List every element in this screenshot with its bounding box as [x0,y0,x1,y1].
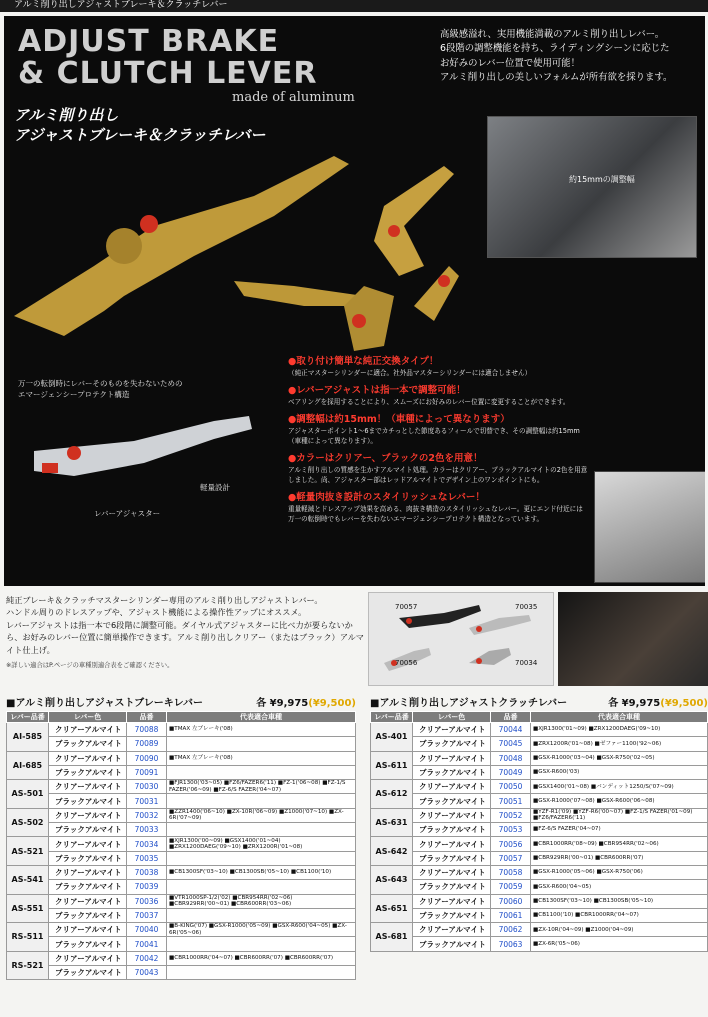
col-header: 品番 [491,712,531,723]
table-row [7,937,356,951]
table-row [7,794,356,808]
feature-heading: ●調整幅は約15mm！（車種によって異なります） [288,414,510,425]
fitment-cell: ■B-KING('07) ■GSX-R1000('05~09) ■GSX-R600('04~05) ■ZX-6R('05~06) [167,923,356,937]
intro-line: 純正ブレーキ＆クラッチマスターシリンダー専用のアルミ削り出しアジャストレバー。 [6,595,323,605]
table-row [7,808,356,822]
fitment-cell: ■ZX-6R('05~06) [531,937,708,951]
table-row [7,865,356,879]
part-number-cell: 70038 [127,865,167,879]
table-row [371,894,708,908]
lever-color-cell: クリアーアルマイト [413,751,491,765]
fitment-cell [167,851,356,865]
table-row [371,851,708,865]
fitment-cell [167,765,356,779]
clutch-title-text: ■アルミ削り出しアジャストクラッチレバー [370,698,568,709]
lever-model-cell: AS-502 [7,808,49,837]
col-header: 代表適合車種 [531,712,708,723]
part-number-cell: 70036 [127,894,167,908]
feature-heading: ●取り付け簡単な純正交換タイプ！ [288,356,439,367]
lever-color-cell: ブラックアルマイト [413,880,491,894]
lever-color-cell: ブラックアルマイト [49,823,127,837]
lever-model-cell: AS-651 [371,894,413,923]
table-row [371,794,708,808]
lever-color-cell: クリアーアルマイト [49,923,127,937]
part-number-cell: 70050 [491,780,531,794]
lever-color-cell: ブラックアルマイト [49,794,127,808]
fitment-cell: ■TMAX 左ブレーキ('08) [167,751,356,765]
table-row [7,823,356,837]
lever-color-cell: クリアーアルマイト [49,808,127,822]
part-number-cell: 70045 [491,737,531,751]
lever-model-cell: AS-642 [371,837,413,866]
gold-levers-image [4,146,484,356]
intro-line: ハンドル周りのドレスアップや、アジャスト機能による操作性アップにオススメ。 [6,607,307,618]
top-bar: アルミ削り出しアジャストブレーキ＆クラッチレバー [0,0,708,12]
description-line: お好みのレバー位置で使用可能！ [440,57,580,69]
table-row [7,737,356,751]
fitment-cell [167,908,356,922]
lever-model-cell: AI-685 [7,751,49,780]
part-number-cell: 70032 [127,808,167,822]
fitment-cell: ■GSX-R600('03) [531,765,708,779]
brake-lever-table [6,711,356,980]
fitment-cell: ■YZF-R1('09) ■YZF-R6('00~07) ■FZ-1/S FAZER('01~09) ■FZ6/FAZER6('11) [531,808,708,822]
brake-price [256,697,356,711]
feature-item [288,414,696,446]
table-row [7,951,356,965]
table-row [7,851,356,865]
fitment-cell: ■ZRX1200R('01~08) ■ゼファー1100('92~06) [531,737,708,751]
table-row [7,894,356,908]
fitment-cell: ■CBR1000RR('04~07) ■CBR600RR('07) ■CBR600RR('07) [167,951,356,965]
table-row [371,780,708,794]
lever-model-cell: AS-643 [371,865,413,894]
clutch-lever-table [370,711,708,952]
fitment-cell: ■CB1100('10) ■CBR1000RR('04~07) [531,908,708,922]
part-number-cell: 70044 [491,723,531,737]
hero-description [440,28,702,86]
table-row [7,837,356,851]
part-number-cell: 70056 [491,837,531,851]
part-number-cell: 70091 [127,765,167,779]
part-number-cell: 70088 [127,723,167,737]
clutch-table-title [370,697,708,711]
brake-table-title [6,697,356,711]
table-row [371,837,708,851]
hero-subtitle: made of aluminum [232,90,355,105]
lever-model-cell: AI-585 [7,723,49,752]
fitment-note: ※詳しい適合はP.ページの車種別適合表をご確認ください。 [6,662,174,669]
mounted-lever-photo [558,592,708,686]
description-line: 高級感溢れ、実用機能満載のアルミ削り出しレバー。 [440,29,665,40]
lever-color-cell: クリアーアルマイト [413,723,491,737]
lever-color-cell: クリアーアルマイト [413,894,491,908]
fitment-cell: ■FJR1300('03~05) ■FZ6/FAZER6('11) ■FZ-1('06~08) ■FZ-1/S FAZER('06~09) ■FZ-6/S FAZER('04~07) [167,780,356,794]
part-number-cell: 70048 [491,751,531,765]
lightweight-callout: 軽量設計 [200,483,230,492]
feature-body: （純正マスターシリンダーに適合。社外品マスターシリンダーには適合しません） [288,369,532,377]
table-row [7,765,356,779]
lever-model-cell: AS-612 [371,780,413,809]
fitment-cell: ■GSX1400('01~08) ■バンディット1250/S('07~09) [531,780,708,794]
description-line: アルミ削り出しの美しいフォルムが所有欲を採ります。 [440,72,673,84]
lever-color-cell: クリアーアルマイト [49,751,127,765]
fitment-cell: ■TMAX 左ブレーキ('08) [167,723,356,737]
part-number-cell: 70035 [127,851,167,865]
lever-color-cell: ブラックアルマイト [49,880,127,894]
feature-heading: ●レバーアジャストは指一本で調整可能！ [288,385,466,396]
lever-color-cell: クリアーアルマイト [49,951,127,965]
part-number-cell: 70052 [491,808,531,822]
table-row [371,937,708,951]
lever-model-cell: RS-511 [7,923,49,952]
lever-color-cell: クリアーアルマイト [413,865,491,879]
hero-jp-title-line1: アルミ削り出し [14,106,119,124]
table-row [371,751,708,765]
col-header: レバー品番 [7,712,49,723]
lever-color-cell: ブラックアルマイト [49,765,127,779]
table-row [7,751,356,765]
lever-color-cell: クリアーアルマイト [49,780,127,794]
table-row [7,923,356,937]
fitment-cell [167,737,356,751]
lever-model-cell: AS-551 [7,894,49,923]
lever-color-cell: ブラックアルマイト [49,737,127,751]
hero-title-line1: ADJUST BRAKE [18,24,280,59]
brake-title-text: ■アルミ削り出しアジャストブレーキレバー [6,698,203,709]
lever-model-cell: AS-681 [371,923,413,952]
lever-color-cell: ブラックアルマイト [413,908,491,922]
part-number-cell: 70040 [127,923,167,937]
sample-label: 70057 [395,603,418,611]
fitment-cell [167,794,356,808]
lever-color-cell: ブラックアルマイト [49,851,127,865]
adjustment-photo-label: 約15mmの調整幅 [569,175,635,184]
clutch-price [608,697,708,711]
table-row [371,723,708,737]
sample-label: 70035 [515,603,538,611]
part-number-cell: 70061 [491,908,531,922]
feature-body: 重量軽減とドレスアップ効果を高める、肉抜き構造のスタイリッシュなレバー。更にエンド付近には万一の転倒時でもレバーを失わないエマージェンシープロテクト構造となっています。 [288,505,583,523]
table-row [7,966,356,980]
lever-model-cell: AS-501 [7,780,49,809]
fitment-cell [167,966,356,980]
fitment-cell: ■GSX-R1000('07~08) ■GSX-R600('06~08) [531,794,708,808]
fitment-cell: ■CB1300SF('03~10) ■CB1300SB('05~10) [531,894,708,908]
lever-color-cell: クリアーアルマイト [49,865,127,879]
price-label: 各 ¥9,975 [256,698,309,709]
hero-title-line2: & CLUTCH LEVER [18,56,318,91]
table-row [7,780,356,794]
feature-body: アルミ削り出しの質感を生かすアルマイト処理。カラーはクリアー、ブラックアルマイトの2色を用意しました。尚、アジャスター部はレッドアルマイトでデザイン上のワンポイントにも。 [288,466,588,484]
lever-model-cell: AS-401 [371,723,413,752]
feature-body: アジャスターポイント1～6までカチっとした節度あるフィールで切替でき、その調整幅は約15mm（車種によって異なります）。 [288,427,580,445]
part-number-cell: 70059 [491,880,531,894]
sample-label: 70034 [515,659,538,667]
fitment-cell: ■XJR1300('01~09) ■ZRX1200DAEG('09~10) [531,723,708,737]
lever-color-cell: クリアーアルマイト [49,723,127,737]
fitment-cell: ■VTR1000SP-1/2('02) ■CBR954RR('02~06) ■CBR929RR('00~01) ■CBR600RR('03~06) [167,894,356,908]
col-header: レバー色 [413,712,491,723]
table-row [7,880,356,894]
feature-item [288,385,696,407]
table-row [371,737,708,751]
part-number-cell: 70090 [127,751,167,765]
col-header: レバー色 [49,712,127,723]
col-header: 品番 [127,712,167,723]
part-number-cell: 70033 [127,823,167,837]
lever-color-cell: ブラックアルマイト [413,851,491,865]
price-label: 各 ¥9,975 [608,698,661,709]
clutch-lever-table-section [370,697,708,952]
col-header: レバー品番 [371,712,413,723]
fitment-cell: ■GSX-R600('04~05) [531,880,708,894]
part-number-cell: 70049 [491,765,531,779]
fitment-cell: ■CBR929RR('00~01) ■CBR600RR('07) [531,851,708,865]
feature-body: ベアリングを採用することにより、スムーズにお好みのレバー位置に変更することができます。 [288,398,570,406]
fitment-cell: ■GSX-R1000('05~06) ■GSX-R750('06) [531,865,708,879]
fitment-cell: ■FZ-6/S FAZER('04~07) [531,823,708,837]
lever-color-cell: ブラックアルマイト [49,937,127,951]
part-number-cell: 70060 [491,894,531,908]
price-tax: (¥9,500) [660,698,708,709]
col-header: 代表適合車種 [167,712,356,723]
fitment-cell [167,823,356,837]
fitment-cell: ■CBR1000RR('08~09) ■CBR954RR('02~06) [531,837,708,851]
lever-model-cell: RS-521 [7,951,49,980]
fitment-cell: ■ZZR1400('06~10) ■ZX-10R('06~09) ■Z1000('07~10) ■ZX-6R('07~09) [167,808,356,822]
lever-color-cell: クリアーアルマイト [413,780,491,794]
price-tax: (¥9,500) [308,698,356,709]
part-number-cell: 70043 [127,966,167,980]
fitment-cell: ■ZX-10R('04~09) ■Z1000('04~09) [531,923,708,937]
lever-model-cell: AS-541 [7,865,49,894]
part-number-cell: 70053 [491,823,531,837]
part-number-cell: 70039 [127,880,167,894]
callout-line: エマージェンシープロテクト構造 [18,390,130,399]
fitment-cell [167,937,356,951]
sample-levers-photo [368,592,554,686]
table-row [371,865,708,879]
part-number-cell: 70037 [127,908,167,922]
table-row [7,908,356,922]
lever-color-cell: クリアーアルマイト [49,894,127,908]
lever-color-cell: ブラックアルマイト [413,794,491,808]
part-number-cell: 70042 [127,951,167,965]
table-row [371,923,708,937]
lever-model-cell: AS-611 [371,751,413,780]
part-number-cell: 70034 [127,837,167,851]
feature-item [288,356,696,378]
part-number-cell: 70051 [491,794,531,808]
lever-colors-photo [594,471,705,583]
part-number-cell: 70031 [127,794,167,808]
table-row [7,723,356,737]
lever-model-cell: AS-631 [371,808,413,837]
description-line: 6段階の調整機能を持ち、ライディングシーンに応じた [440,43,670,55]
fitment-cell [167,880,356,894]
part-number-cell: 70030 [127,780,167,794]
adjustment-photo [487,116,697,258]
part-number-cell: 70062 [491,923,531,937]
lever-color-cell: クリアーアルマイト [413,808,491,822]
lever-color-cell: クリアーアルマイト [49,837,127,851]
lever-color-cell: ブラックアルマイト [49,908,127,922]
brake-lever-table-section [6,697,356,980]
table-row [371,765,708,779]
adjuster-callout: レバーアジャスター [94,509,161,518]
feature-heading: ●カラーはクリアー、ブラックの2色を用意！ [288,453,483,464]
hero-banner [4,16,705,586]
lever-color-cell: ブラックアルマイト [413,937,491,951]
part-number-cell: 70089 [127,737,167,751]
lever-color-cell: クリアーアルマイト [413,837,491,851]
fitment-cell: ■GSX-R1000('03~04) ■GSX-R750('02~05) [531,751,708,765]
intro-line: レバーアジャストは指一本で6段階に調整可能。ダイヤル式アジャスターに比べ力が要らないから、お好みのレバー位置に簡単操作できます。アルミ削り出しクリアー（またはブラック）アルマイト仕上げ。 [6,619,364,655]
part-number-cell: 70063 [491,937,531,951]
table-row [371,823,708,837]
lever-color-cell: クリアーアルマイト [413,923,491,937]
part-number-cell: 70058 [491,865,531,879]
lever-model-cell: AS-521 [7,837,49,866]
lever-color-cell: ブラックアルマイト [49,966,127,980]
table-row [371,908,708,922]
hero-jp-title-line2: アジャストブレーキ＆クラッチレバー [14,126,266,144]
fitment-cell: ■CB1300SF('03~10) ■CB1300SB('05~10) ■CB1100('10) [167,865,356,879]
feature-heading: ●軽量肉抜き設計のスタイリッシュなレバー！ [288,492,485,503]
table-row [371,880,708,894]
fitment-cell: ■XJR1300('00~09) ■GSX1400('01~04) ■ZRX1200DAEG('09~10) ■ZRX1200R('01~08) [167,837,356,851]
callout-line: 万一の転倒時にレバーそのものを失わないための [18,379,183,388]
table-row [371,808,708,822]
lever-color-cell: ブラックアルマイト [413,765,491,779]
sample-label: 70056 [395,659,418,667]
part-number-cell: 70041 [127,937,167,951]
protect-callout [18,378,238,400]
lever-color-cell: ブラックアルマイト [413,737,491,751]
part-number-cell: 70057 [491,851,531,865]
lever-color-cell: ブラックアルマイト [413,823,491,837]
intro-text [6,594,364,656]
